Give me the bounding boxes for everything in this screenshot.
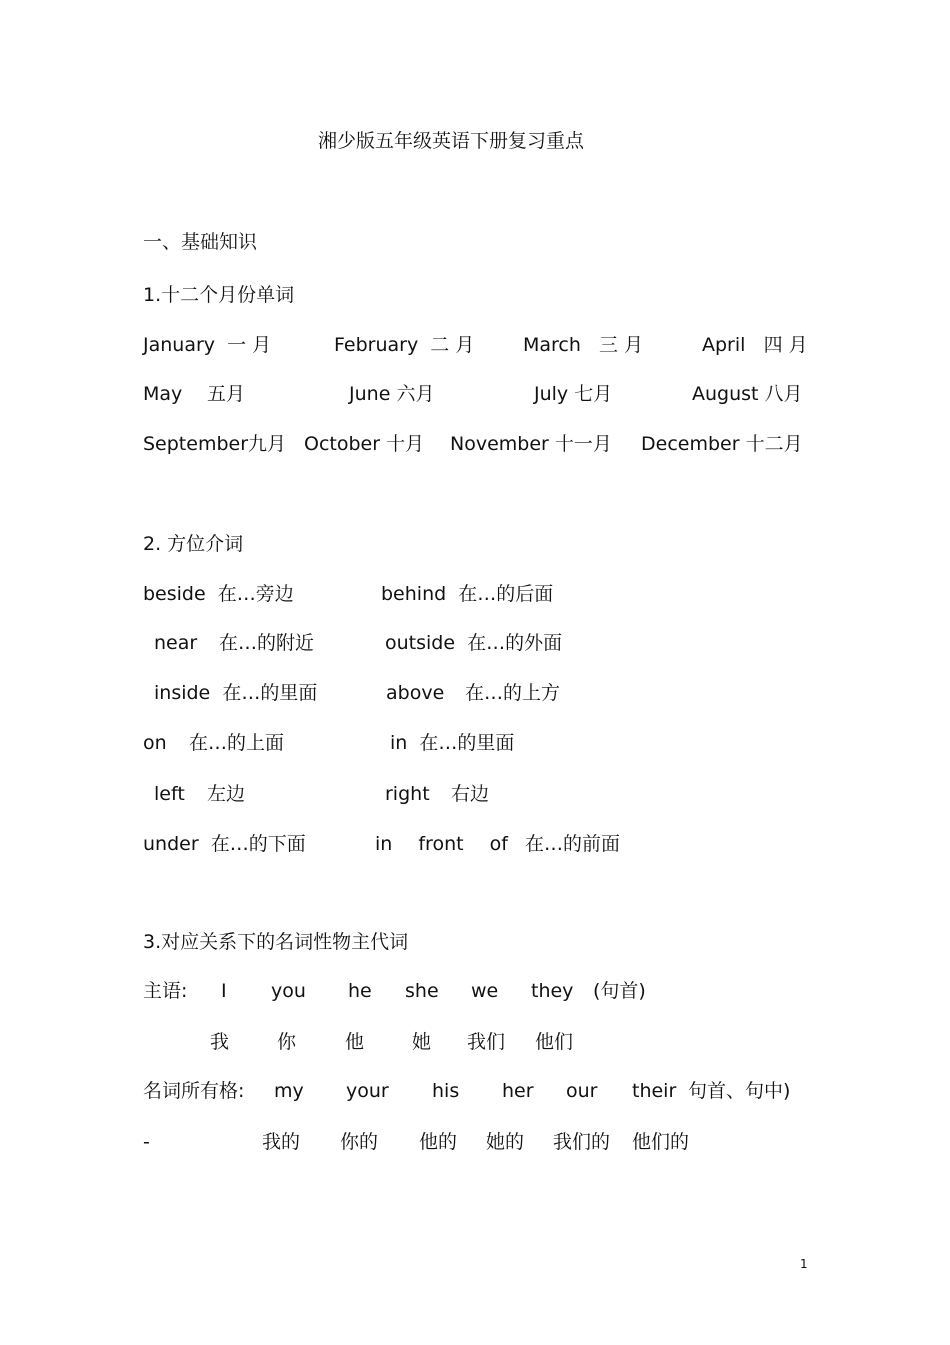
subsection-heading-pronouns: 3.对应关系下的名词性物主代词 (143, 931, 409, 953)
subject-label: 主语: (143, 980, 188, 1002)
possessive-zh: 他的 (419, 1131, 458, 1153)
possessive-word: her (502, 1080, 534, 1102)
month-word: August 八月 (692, 383, 803, 405)
preposition-item: inside 在…的里面 (154, 682, 318, 704)
month-word-zh: 五月 (207, 383, 246, 405)
possessive-word: their (632, 1080, 677, 1102)
pronoun-zh: 他 (345, 1031, 365, 1053)
preposition-zh: 在…的前面 (525, 833, 621, 855)
possessive-word: my (274, 1080, 304, 1102)
possessive-word: our (566, 1080, 598, 1102)
pronoun-word: he (348, 980, 372, 1002)
month-word: December 十二月 (641, 433, 803, 455)
month-word: November 十一月 (450, 433, 612, 455)
possessive-zh: 你的 (340, 1131, 379, 1153)
possessive-zh: 我们的 (553, 1131, 611, 1153)
page-number: 1 (800, 1257, 808, 1271)
pronoun-word: she (405, 980, 439, 1002)
month-word: June 六月 (349, 383, 435, 405)
pronoun-zh: 她 (412, 1031, 432, 1053)
subsection-heading-prepositions: 2. 方位介词 (143, 533, 244, 555)
preposition-item: behind 在…的后面 (381, 583, 554, 605)
preposition-zh: 在…的上面 (189, 732, 285, 754)
pronoun-note: (句首) (593, 980, 646, 1002)
subsection-heading-months: 1.十二个月份单词 (143, 284, 295, 306)
pronoun-word: they (531, 980, 574, 1002)
possessive-word: your (346, 1080, 389, 1102)
pronoun-zh: 我们 (467, 1031, 506, 1053)
pronoun-zh: 我 (210, 1031, 230, 1053)
possessive-word: his (432, 1080, 460, 1102)
preposition-item: left (154, 783, 185, 805)
month-word: September九月 (143, 433, 287, 455)
preposition-item: right (385, 783, 430, 805)
preposition-item: in front of (375, 833, 508, 855)
section-heading: 一、基础知识 (143, 231, 258, 253)
possessive-zh: 他们的 (632, 1131, 690, 1153)
preposition-item: under 在…的下面 (143, 833, 306, 855)
month-word: April 四 月 (702, 334, 808, 356)
pronoun-zh: 他们 (535, 1031, 574, 1053)
preposition-item: above (386, 682, 445, 704)
possessive-label: 名词所有格: (143, 1080, 245, 1102)
preposition-item: near (154, 632, 198, 654)
month-word: May (143, 383, 183, 405)
preposition-item: outside 在…的外面 (385, 632, 563, 654)
preposition-zh: 在…的上方 (465, 682, 561, 704)
preposition-item: in 在…的里面 (390, 732, 515, 754)
preposition-zh: 左边 (207, 783, 246, 805)
month-word: February 二 月 (334, 334, 475, 356)
preposition-zh: 右边 (451, 783, 490, 805)
preposition-item: beside 在…旁边 (143, 583, 294, 605)
preposition-item: on (143, 732, 167, 754)
possessive-zh: 我的 (262, 1131, 301, 1153)
pronoun-word: I (221, 980, 227, 1002)
possessive-zh: 她的 (486, 1131, 525, 1153)
month-word: July 七月 (534, 383, 613, 405)
month-word: January 一 月 (143, 334, 272, 356)
preposition-zh: 在…的附近 (219, 632, 315, 654)
possessive-dash: - (143, 1131, 150, 1153)
pronoun-word: you (271, 980, 306, 1002)
possessive-note: 句首、句中) (688, 1080, 791, 1102)
pronoun-word: we (471, 980, 499, 1002)
month-word: October 十月 (304, 433, 425, 455)
page-title: 湘少版五年级英语下册复习重点 (318, 130, 585, 152)
pronoun-zh: 你 (277, 1031, 297, 1053)
month-word: March 三 月 (523, 334, 644, 356)
